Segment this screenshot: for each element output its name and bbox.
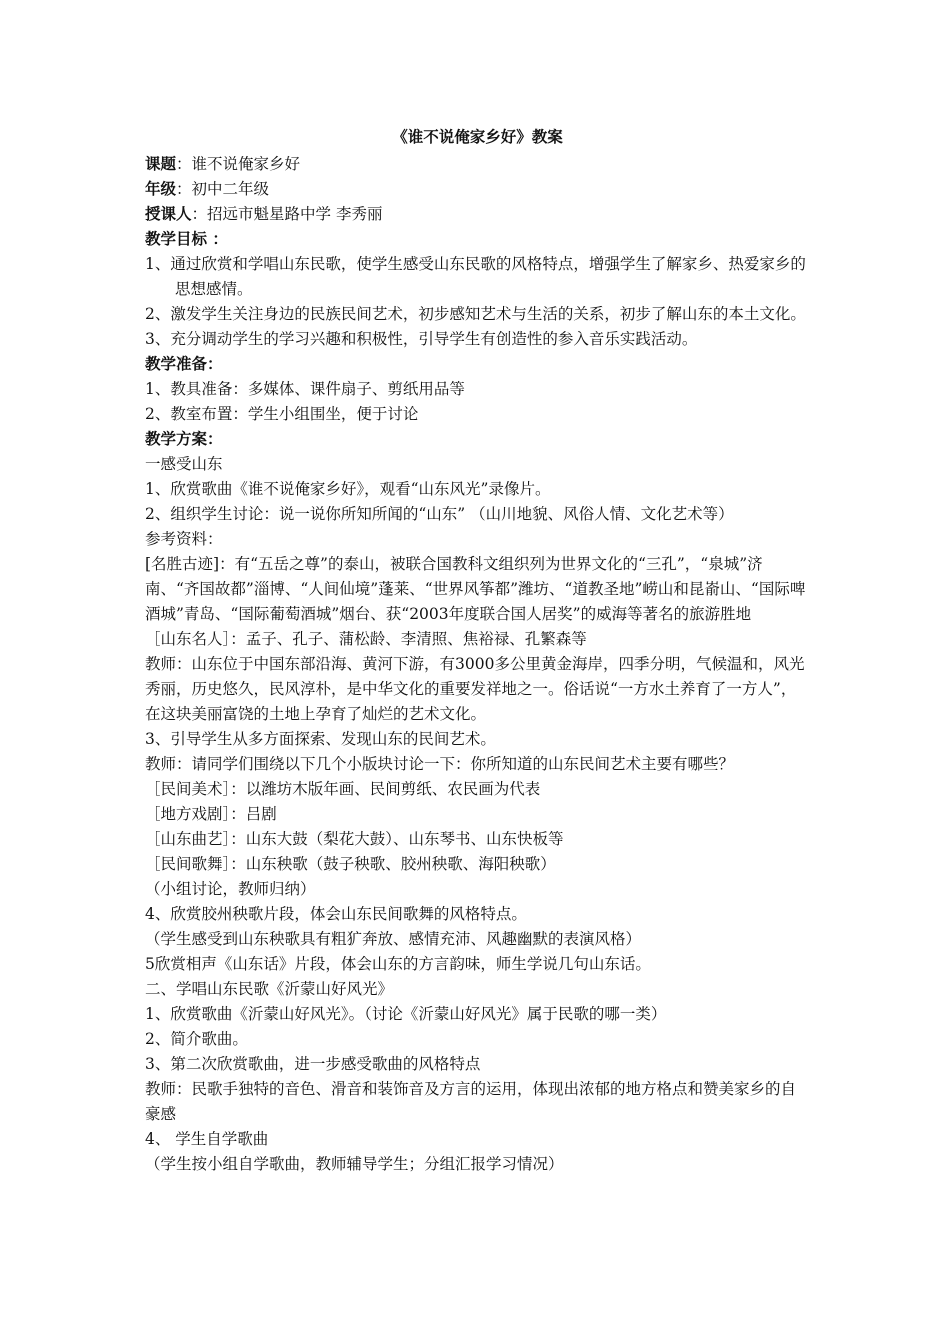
document-body (145, 125, 810, 1177)
plan-line: ［地方戏剧］：吕剧 (145, 805, 277, 823)
plan-line: 2、简介歌曲。 (145, 1030, 248, 1048)
plan-line: 4、 学生自学歌曲 (145, 1130, 269, 1148)
plan-line: ［山东名人］：孟子、孔子、蒲松龄、李清照、焦裕禄、孔繁森等 (145, 630, 587, 648)
meta-grade (145, 177, 810, 202)
meta-grade-value: ：初中二年级 (176, 180, 270, 198)
meta-grade-label: 年级 (145, 180, 177, 198)
prep-item: 1、教具准备：多媒体、课件扇子、剪纸用品等 (145, 380, 465, 398)
plan-heading: 教学方案： (145, 430, 223, 448)
plan-line: 二、学唱山东民歌《沂蒙山好风光》 (145, 980, 394, 998)
goal-item: 1、通过欣赏和学唱山东民歌，使学生感受山东民歌的风格特点，增强学生了解家乡、热爱家乡的思想感情。 (145, 255, 806, 298)
plan-line: 5欣赏相声《山东话》片段，体会山东的方言韵味，师生学说几句山东话。 (145, 955, 651, 973)
plan-line: 参考资料： (145, 530, 223, 548)
meta-topic-value: ：谁不说俺家乡好 (176, 155, 301, 173)
meta-topic (145, 152, 810, 177)
plan-line: 2、组织学生讨论：说一说你所知所闻的“山东” （山川地貌、风俗人情、文化艺术等） (145, 505, 734, 523)
goals-heading: 教学目标 ： (145, 230, 228, 248)
plan-line: 3、引导学生从多方面探索、发现山东的民间艺术。 (145, 730, 496, 748)
document-title: 《谁不说俺家乡好》教案 (392, 128, 563, 146)
meta-topic-label: 课题 (145, 155, 177, 173)
prep-item: 2、教室布置：学生小组围坐，便于讨论 (145, 405, 419, 423)
plan-line: ［民间美术］：以潍坊木版年画、民间剪纸、农民画为代表 (145, 780, 541, 798)
plan-line: （小组讨论，教师归纳） (145, 880, 316, 898)
prep-heading: 教学准备： (145, 355, 223, 373)
plan-line: 一感受山东 (145, 455, 223, 473)
plan-line: 教师：请同学们围绕以下几个小版块讨论一下：你所知道的山东民间艺术主要有哪些？ (145, 755, 735, 773)
plan-line: 1、欣赏歌曲《谁不说俺家乡好》，观看“山东风光”录像片。 (145, 480, 551, 498)
plan-line: 教师：山东位于中国东部沿海、黄河下游，有3000多公里黄金海岸，四季分明，气候温和，风光秀丽，历史悠久，民风淳朴，是中华文化的重要发祥地之一。俗话说“一方水土养育了一方人”，在这块美丽富饶的土地上孕育了灿烂的艺术文化。 (145, 655, 805, 723)
plan-line: （学生按小组自学歌曲，教师辅导学生；分组汇报学习情况） (145, 1155, 564, 1173)
goal-item: 2、激发学生关注身边的民族民间艺术，初步感知艺术与生活的关系，初步了解山东的本土文化。 (145, 305, 806, 323)
plan-line: 1、欣赏歌曲《沂蒙山好风光》。（讨论《沂蒙山好风光》属于民歌的哪一类） (145, 1005, 667, 1023)
plan-line: 4、欣赏胶州秧歌片段，体会山东民间歌舞的风格特点。 (145, 905, 527, 923)
meta-teacher (145, 202, 810, 227)
plan-line: ［山东曲艺］：山东大鼓（梨花大鼓）、山东琴书、山东快板等 (145, 830, 564, 848)
meta-teacher-label: 授课人 (145, 205, 192, 223)
plan-line: [名胜古迹]：有“五岳之尊”的泰山，被联合国教科文组织列为世界文化的“三孔”，“泉城”济南、“齐国故都”淄博、“人间仙境”蓬莱、“世界风筝都”潍坊、“道教圣地”崂山和昆嵛山、“国际啤酒城”青岛、“国际葡萄酒城”烟台、获“2003年度联合国人居奖”的威海等著名的旅游胜地 (145, 555, 806, 623)
plan-line: 3、第二次欣赏歌曲，进一步感受歌曲的风格特点 (145, 1055, 481, 1073)
goal-item: 3、充分调动学生的学习兴趣和积极性，引导学生有创造性的参入音乐实践活动。 (145, 330, 698, 348)
plan-line: 教师：民歌手独特的音色、滑音和装饰音及方言的运用，体现出浓郁的地方格点和赞美家乡的自豪感 (145, 1080, 797, 1123)
plan-line: （学生感受到山东秧歌具有粗犷奔放、感情充沛、风趣幽默的表演风格） (145, 930, 642, 948)
plan-line: ［民间歌舞］：山东秧歌（鼓子秧歌、胶州秧歌、海阳秧歌） (145, 855, 556, 873)
meta-teacher-value: ：招远市魁星路中学 李秀丽 (191, 205, 383, 223)
